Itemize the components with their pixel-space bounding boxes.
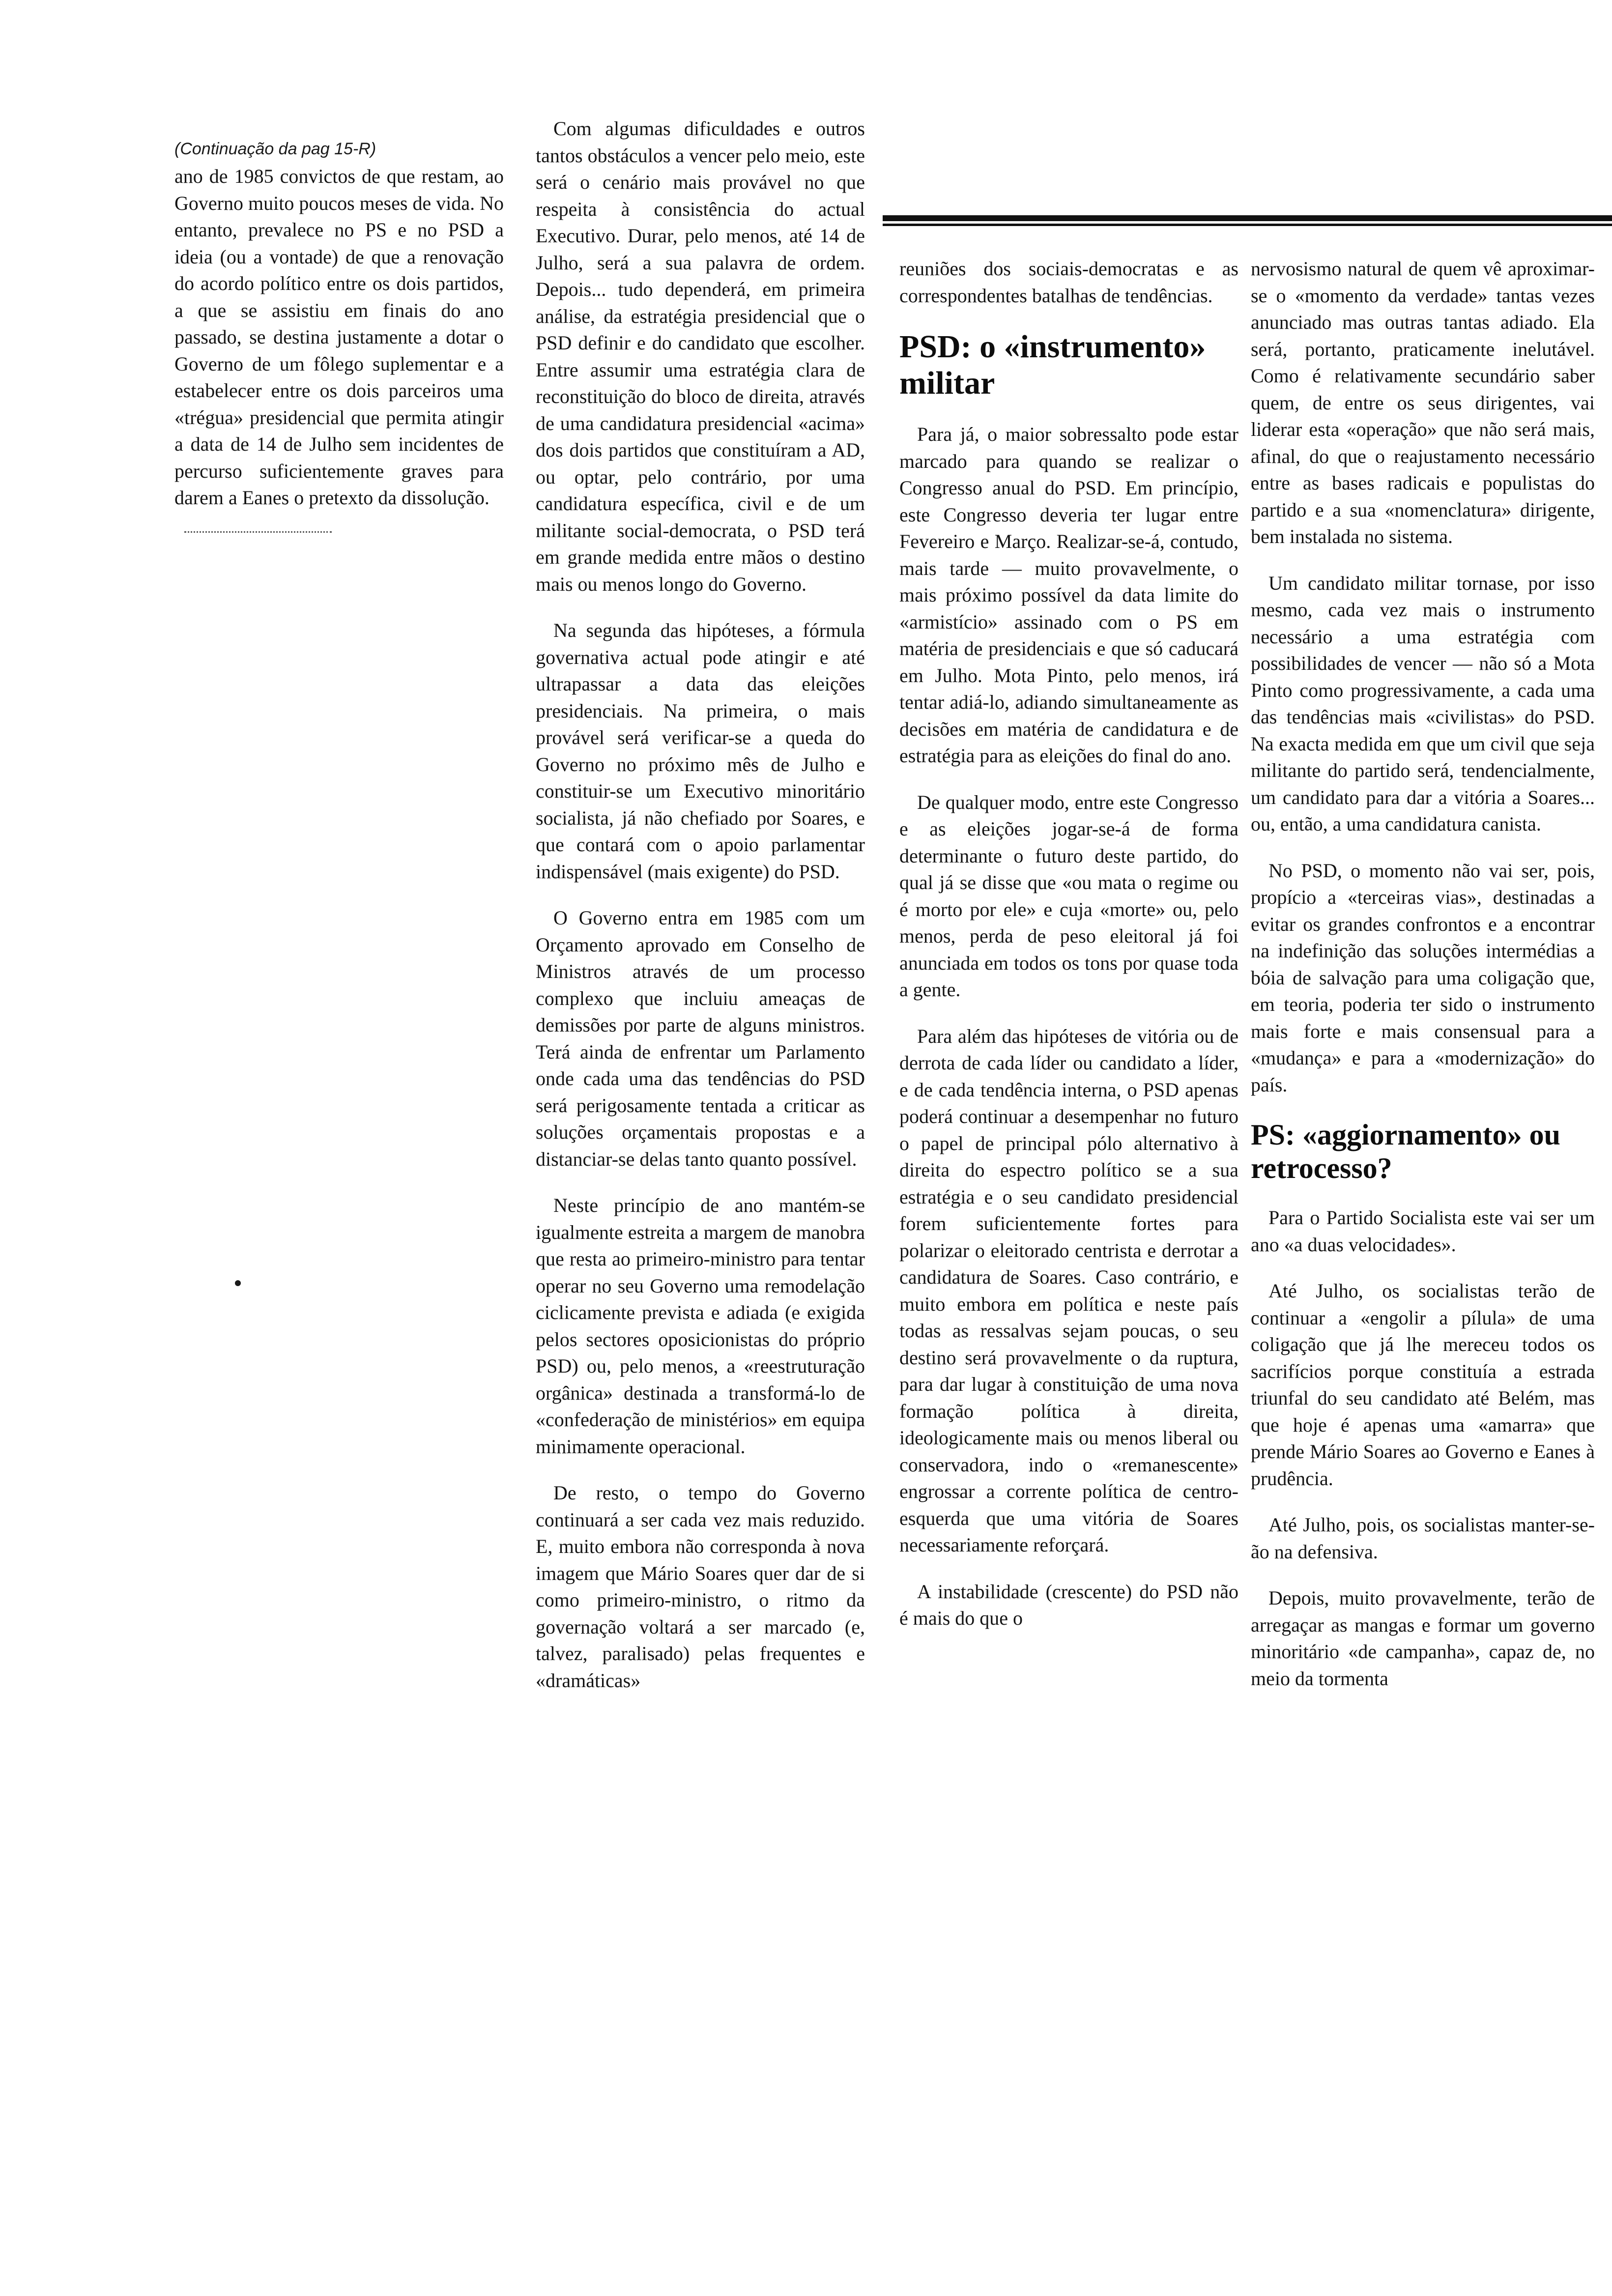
article-column-4 <box>1251 256 1595 1712</box>
paragraph: Na segunda das hipóteses, a fórmula governativa actual pode atingir e até ultrapassar a data das eleições presidenciais. Na primeira, o mais provável será verificar-se a queda do Governo no próximo mês de Julho e constituir-se um Executivo minoritário socialista, já não chefiado por Soares, e que contará com o apoio parlamentar indispensável (mais exigente) do PSD. <box>536 619 865 883</box>
paragraph: Um candidato militar tornase, por isso mesmo, cada vez mais o instrumento necessário a uma estratégia com possibilidades de vencer — não só a Mota Pinto como progressivamente, a cada uma das tendências mais «civilistas» do PSD. Na exacta medida em que um civil que seja militante do partido será, tendencialmente, um candidato para dar a vitória a Soares... ou, então, a uma candidatura canista. <box>1251 572 1595 835</box>
section-divider-rule <box>883 215 1612 226</box>
paragraph: Até Julho, pois, os socialistas manter-se-ão na defensiva. <box>1251 1514 1595 1563</box>
paragraph: Neste princípio de ano mantém-se igualmente estreita a margem de manobra que resta ao primeiro-ministro para tentar operar no seu Governo uma remodelação ciclicamente prevista e adiada (e exigida pelos sectores oposicionistas do próprio PSD) ou, pelo menos, a «reestruturação orgânica» destinada a transformá-lo de «confederação de ministérios» em equipa minimamente operacional. <box>536 1194 865 1458</box>
paragraph: Depois, muito provavelmente, terão de arregaçar as mangas e formar um governo minoritário «de campanha», capaz de, no meio da tormenta <box>1251 1587 1595 1690</box>
paragraph: A instabilidade (crescente) do PSD não é mais do que o <box>899 1580 1238 1629</box>
paragraph: Para além das hipóteses de vitória ou de derrota de cada líder ou candidato a líder, e de cada tendência interna, o PSD apenas poderá continuar a desempenhar no futuro o papel de principal pólo alternativo à direita do espectro político se a sua estratégia e o seu candidato presidencial forem suficientemente fortes para polarizar o eleitorado centrista e derrotar a candidatura de Soares. Caso contrário, e muito embora em política e neste país todas as ressalvas sejam poucas, o seu destino será provavelmente o da ruptura, para dar lugar à constituição de uma nova formação política à direita, ideologicamente mais ou menos liberal ou conservadora, indo o «remanescente» engrossar a corrente política de centro-esquerda que uma vitória de Soares necessariamente reforçará. <box>899 1025 1238 1556</box>
article-column-2 <box>536 115 865 1714</box>
paragraph: nervosismo natural de quem vê aproximar-se o «momento da verdade» tantas vezes anunciado mas outras tantas adiado. Ela será, portanto, praticamente inelutável. Como é relativamente secundário saber quem, de entre os seus dirigentes, vai liderar esta «operação» que não será mais, afinal, do que o reajustamento necessário entre as bases radicais e populistas do partido e a sua «nomenclatura» dirigente, bem instalada no sistema. <box>1251 258 1595 547</box>
column-end-rule <box>184 531 332 533</box>
paragraph: O Governo entra em 1985 com um Orçamento aprovado em Conselho de Ministros através de um processo complexo que incluiu ameaças de demissões por parte de alguns ministros. Terá ainda de enfrentar um Parlamento onde cada uma das tendências do PSD será perigosamente tentada a criticar as soluções orçamentais propostas e a distanciar-se delas tanto quanto possível. <box>536 907 865 1170</box>
paragraph: De qualquer modo, entre este Congresso e as eleições jogar-se-á de forma determinante o futuro deste partido, do qual já se disse que «ou mata o regime ou é morto por ele» e cuja «morte» ou, pelo menos, perda de peso eleitoral já foi anunciada em todos os tons por quase toda a gente. <box>899 791 1238 1001</box>
section-headline-ps: PS: «aggiornamento» ou retrocesso? <box>1251 1119 1560 1184</box>
paragraph: reuniões dos sociais-democratas e as correspondentes batalhas de tendências. <box>899 258 1238 307</box>
paragraph: Para já, o maior sobressalto pode estar marcado para quando se realizar o Congresso anual do PSD. Em princípio, este Congresso deveria ter lugar entre Fevereiro e Março. Realizar-se-á, contudo, mais tarde — muito provavelmente, o mais próximo possível da data limite do «armistício» assinado com o PS em matéria de presidenciais e que só caducará em Julho. Mota Pinto, pelo menos, irá tentar adiá-lo, adiando simultaneamente as decisões em matéria de candidatura e de estratégia para as eleições do final do ano. <box>899 423 1238 767</box>
continuation-note: (Continuação da pag 15-R) <box>174 140 376 158</box>
article-column-1 <box>174 138 504 533</box>
paragraph: No PSD, o momento não vai ser, pois, propício a «terceiras vias», destinadas a evitar os grandes confrontos e a encontrar na indefinição das soluções intermédias a bóia de salvação para uma coligação que, em teoria, poderia ter sido o instrumento mais forte e mais consensual para a «mudança» e para a «modernização» do país. <box>1251 859 1595 1096</box>
paragraph: ano de 1985 convictos de que restam, ao Governo muito poucos meses de vida. No entanto, prevalece no PS e no PSD a ideia (ou a vontade) de que a renovação do acordo político entre os dois partidos, a que se assistiu em finais do ano passado, se destina justamente a dotar o Governo de um fôlego suplementar e a estabelecer entre os dois parceiros uma «trégua» presidencial que permita atingir a data de 14 de Julho sem incidentes de percurso suficientemente graves para darem a Eanes o pretexto da dissolução. <box>174 165 504 509</box>
paragraph: Com algumas dificuldades e outros tantos obstáculos a vencer pelo meio, este será o cenário mais provável no que respeita à consistência do actual Executivo. Durar, pelo menos, até 14 de Julho, será a sua palavra de ordem. Depois... tudo dependerá, em primeira análise, da estratégia presidencial que o PSD definir e do candidato que escolher. Entre assumir uma estratégia clara de reconstituição do bloco de direita, através de uma candidatura presidencial «acima» dos dois partidos que constituíram a AD, ou optar, pelo contrário, por uma candidatura específica, civil e de um militante social-democrata, o PSD terá em grande medida entre mãos o destino mais ou menos longo do Governo. <box>536 117 865 595</box>
section-headline-psd: PSD: o «instrumento» militar <box>899 329 1206 401</box>
paragraph: Para o Partido Socialista este vai ser um ano «a duas velocidades». <box>1251 1206 1595 1256</box>
article-column-3 <box>899 256 1238 1652</box>
paragraph: Até Julho, os socialistas terão de continuar a «engolir a pílula» de uma coligação que já lhe mereceu todos os sacrifícios porque constituía a estrada triunfal do seu candidato até Belém, mas que hoje é apenas uma «amarra» que prende Mário Soares ao Governo e Eanes à prudência. <box>1251 1280 1595 1490</box>
paragraph: De resto, o tempo do Governo continuará a ser cada vez mais reduzido. E, muito embora não corresponda à nova imagem que Mário Soares quer dar de si como primeiro-ministro, o ritmo da governação voltará a ser marcado (e, talvez, paralisado) pelas frequentes e «dramáticas» <box>536 1482 865 1692</box>
print-speck <box>235 1280 241 1286</box>
